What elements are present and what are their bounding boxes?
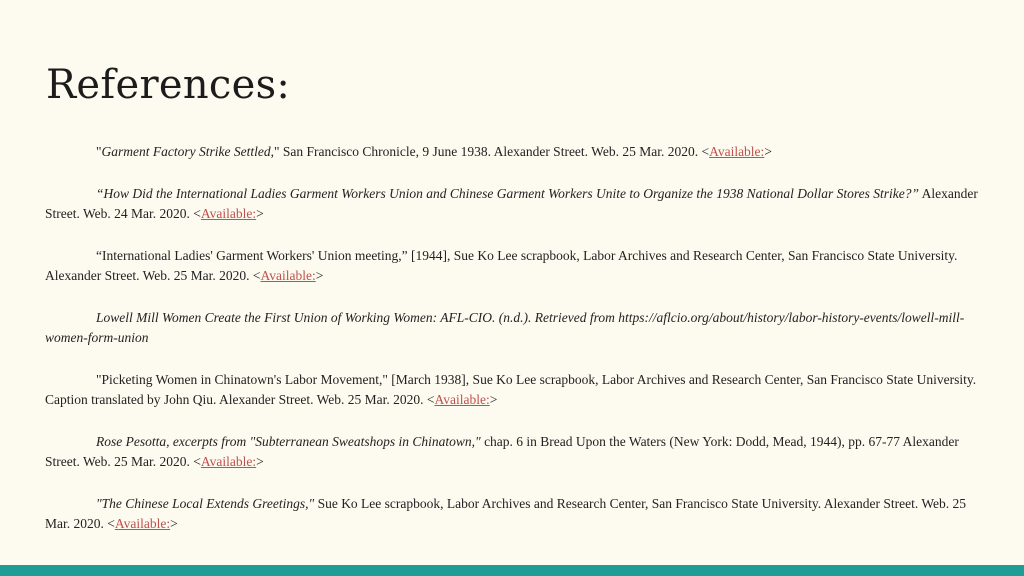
reference-title: "The Chinese Local Extends Greetings,"	[96, 496, 315, 511]
reference-title: Garment Factory Strike Settled	[101, 144, 271, 159]
reference-end: >	[170, 516, 178, 531]
page-title: References:	[46, 62, 291, 108]
reference-text: "Picketing Women in Chinatown's Labor Movement," [March 1938], Sue Ko Lee scrapbook, Labor Archives and Research Center, San Francisco State University. Caption translated by John Qiu. Alexander Street. Web. 25 Mar. 2020. <	[45, 372, 977, 407]
bottom-accent-bar	[0, 565, 1024, 576]
reference-end: >	[315, 268, 324, 283]
reference-text: “International Ladies' Garment Workers' Union meeting,” [1944], Sue Ko Lee scrapbook, Labor Archives and Research Center, San Francisco State University. Alexander Street. Web. 25 Mar. 2020. <	[45, 248, 958, 283]
available-link[interactable]: Available:	[434, 392, 490, 407]
reference-item	[45, 246, 980, 286]
reference-text: Alexander Street. Web. 24 Mar. 2020. <	[45, 186, 978, 221]
reference-item	[45, 184, 980, 224]
reference-item: "Garment Factory Strike Settled," San Francisco Chronicle, 9 June 1938. Alexander Street. Web. 25 Mar. 2020. <Available:>	[96, 144, 772, 159]
available-link[interactable]: Available:	[200, 454, 257, 469]
reference-end: >	[256, 206, 264, 221]
reference-title: Lowell Mill Women Create the First Union of Working Women: AFL-CIO. (n.d.). Retrieved from https://aflcio.org/about/history/labor-history-events/lowell-mill-women-form-union	[45, 310, 965, 345]
reference-text: chap. 6 in Bread Upon the Waters (New York: Dodd, Mead, 1944), pp. 67-77 Alexander Street. Web. 25 Mar. 2020. <	[45, 434, 959, 469]
available-link[interactable]: Available:	[114, 516, 171, 531]
reference-item	[45, 494, 980, 534]
reference-title: Rose Pesotta, excerpts from "Subterranean Sweatshops in Chinatown,"	[96, 434, 481, 449]
reference-item	[45, 432, 980, 472]
reference-item	[45, 370, 980, 410]
reference-list	[45, 142, 980, 556]
reference-end: >	[764, 144, 772, 159]
reference-end: >	[256, 454, 264, 469]
reference-title: “How Did the International Ladies Garment Workers Union and Chinese Garment Workers Unite to Organize the 1938 National Dollar Stores Strike?”	[96, 186, 919, 201]
available-link[interactable]: Available:	[200, 206, 257, 221]
available-link[interactable]: Available:	[709, 144, 765, 159]
reference-item	[45, 308, 980, 348]
reference-text: Sue Ko Lee scrapbook, Labor Archives and Research Center, San Francisco State University. Alexander Street. Web. 25 Mar. 2020. <	[45, 496, 966, 531]
available-link[interactable]: Available:	[260, 268, 316, 283]
reference-end: >	[489, 392, 498, 407]
reference-text: " San Francisco Chronicle, 9 June 1938. Alexander Street. Web. 25 Mar. 2020. <	[273, 144, 710, 159]
